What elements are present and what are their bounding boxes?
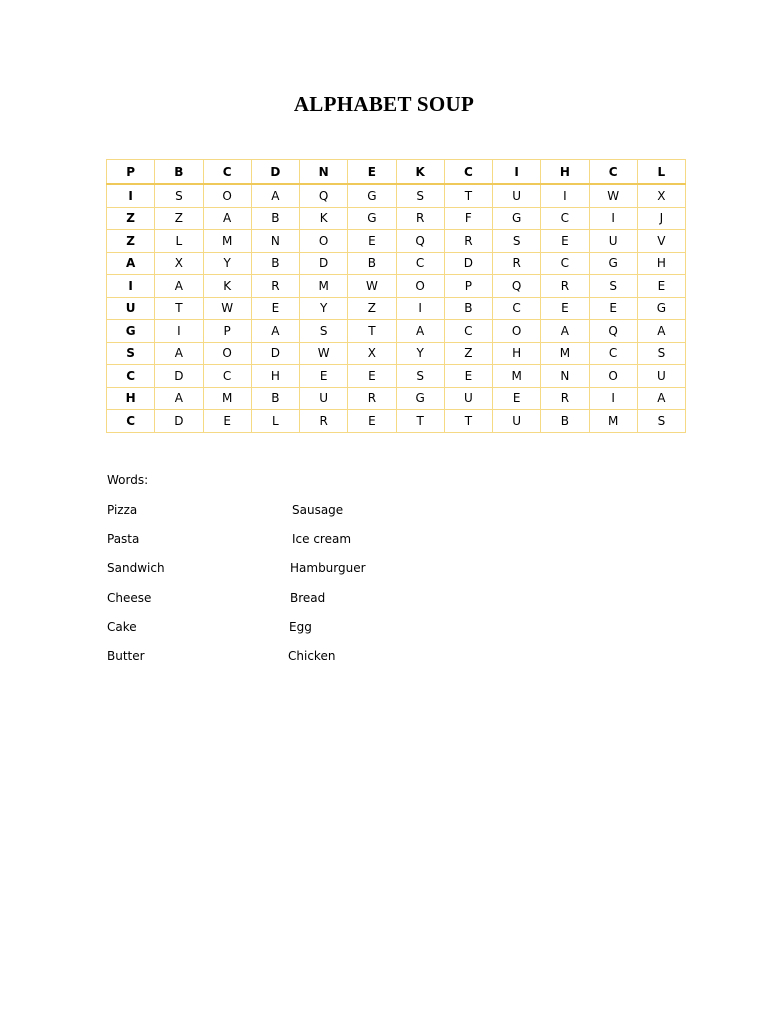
grid-cell: T (396, 410, 444, 433)
grid-cell: I (396, 297, 444, 320)
grid-cell: L (155, 230, 203, 253)
word-item: Pizza (107, 503, 138, 517)
grid-cell: E (637, 275, 685, 298)
grid-cell: C (541, 207, 589, 230)
grid-cell: I (107, 275, 155, 298)
grid-cell: K (203, 275, 251, 298)
grid-cell: I (493, 160, 541, 185)
grid-cell: C (589, 160, 637, 185)
grid-cell: O (396, 275, 444, 298)
grid-cell: L (251, 410, 299, 433)
grid-row (107, 387, 686, 410)
grid-cell: M (493, 365, 541, 388)
grid-cell: A (541, 320, 589, 343)
grid-cell: S (396, 184, 444, 207)
grid-row (107, 160, 686, 185)
grid-cell: M (300, 275, 348, 298)
letter-grid (106, 159, 686, 433)
grid-cell: G (589, 252, 637, 275)
grid-cell: A (396, 320, 444, 343)
word-item: Hamburguer (290, 561, 366, 575)
grid-cell: B (251, 207, 299, 230)
grid-cell: B (444, 297, 492, 320)
grid-cell: Y (203, 252, 251, 275)
grid-cell: E (348, 230, 396, 253)
grid-cell: B (155, 160, 203, 185)
grid-cell: P (444, 275, 492, 298)
grid-row (107, 410, 686, 433)
grid-cell: Q (493, 275, 541, 298)
grid-cell: E (348, 365, 396, 388)
grid-cell: D (251, 160, 299, 185)
grid-cell: D (155, 365, 203, 388)
grid-cell: C (203, 160, 251, 185)
word-item: Pasta (107, 532, 140, 546)
grid-cell: R (300, 410, 348, 433)
grid-cell: R (493, 252, 541, 275)
grid-cell: S (589, 275, 637, 298)
grid-cell: O (300, 230, 348, 253)
grid-cell: O (589, 365, 637, 388)
grid-cell: I (589, 207, 637, 230)
grid-cell: U (637, 365, 685, 388)
grid-cell: I (541, 184, 589, 207)
grid-cell: A (155, 275, 203, 298)
grid-cell: M (589, 410, 637, 433)
grid-cell: T (348, 320, 396, 343)
grid-cell: I (107, 184, 155, 207)
grid-cell: R (348, 387, 396, 410)
grid-cell: H (107, 387, 155, 410)
grid-cell: M (203, 387, 251, 410)
grid-cell: Z (155, 207, 203, 230)
grid-cell: K (300, 207, 348, 230)
word-item: Sandwich (107, 561, 165, 575)
grid-cell: X (348, 342, 396, 365)
grid-cell: A (107, 252, 155, 275)
grid-cell: H (251, 365, 299, 388)
word-item: Egg (289, 620, 312, 634)
grid-cell: E (348, 160, 396, 185)
grid-cell: E (444, 365, 492, 388)
grid-cell: B (251, 252, 299, 275)
grid-row (107, 275, 686, 298)
grid-cell: O (203, 184, 251, 207)
grid-cell: G (348, 207, 396, 230)
grid-cell: S (396, 365, 444, 388)
grid-cell: G (107, 320, 155, 343)
grid-cell: X (637, 184, 685, 207)
grid-cell: S (107, 342, 155, 365)
grid-cell: C (396, 252, 444, 275)
grid-cell: I (589, 387, 637, 410)
grid-cell: C (203, 365, 251, 388)
grid-cell: R (444, 230, 492, 253)
grid-cell: L (637, 160, 685, 185)
grid-row (107, 184, 686, 207)
grid-row (107, 230, 686, 253)
grid-cell: X (155, 252, 203, 275)
grid-cell: D (155, 410, 203, 433)
grid-cell: P (203, 320, 251, 343)
grid-cell: E (541, 230, 589, 253)
grid-cell: B (348, 252, 396, 275)
grid-cell: E (300, 365, 348, 388)
grid-cell: D (251, 342, 299, 365)
grid-cell: K (396, 160, 444, 185)
grid-cell: D (300, 252, 348, 275)
grid-cell: B (251, 387, 299, 410)
grid-cell: G (493, 207, 541, 230)
grid-row (107, 252, 686, 275)
grid-cell: O (493, 320, 541, 343)
grid-cell: Z (348, 297, 396, 320)
grid-cell: T (155, 297, 203, 320)
grid-cell: H (541, 160, 589, 185)
grid-cell: J (637, 207, 685, 230)
word-item: Ice cream (292, 532, 352, 546)
grid-cell: Z (107, 207, 155, 230)
grid-cell: M (541, 342, 589, 365)
grid-row (107, 365, 686, 388)
grid-cell: H (637, 252, 685, 275)
grid-cell: W (348, 275, 396, 298)
grid-cell: S (155, 184, 203, 207)
grid-cell: S (637, 410, 685, 433)
word-item: Butter (107, 649, 145, 663)
grid-cell: Z (107, 230, 155, 253)
grid-cell: C (493, 297, 541, 320)
grid-cell: C (107, 365, 155, 388)
grid-row (107, 342, 686, 365)
grid-cell: H (493, 342, 541, 365)
grid-cell: Z (444, 342, 492, 365)
grid-cell: C (541, 252, 589, 275)
page-title: ALPHABET SOUP (293, 92, 475, 116)
grid-cell: C (589, 342, 637, 365)
grid-cell: U (493, 184, 541, 207)
word-item: Cake (107, 620, 137, 634)
grid-cell: S (300, 320, 348, 343)
grid-cell: C (444, 320, 492, 343)
grid-cell: P (107, 160, 155, 185)
grid-cell: S (637, 342, 685, 365)
grid-cell: G (396, 387, 444, 410)
grid-cell: E (348, 410, 396, 433)
grid-cell: U (107, 297, 155, 320)
grid-cell: O (203, 342, 251, 365)
grid-cell: R (541, 275, 589, 298)
grid-cell: R (251, 275, 299, 298)
grid-cell: Q (396, 230, 444, 253)
grid-cell: A (155, 387, 203, 410)
grid-cell: U (589, 230, 637, 253)
grid-row (107, 297, 686, 320)
grid-cell: Y (300, 297, 348, 320)
grid-cell: T (444, 410, 492, 433)
grid-cell: A (203, 207, 251, 230)
grid-cell: C (107, 410, 155, 433)
grid-cell: G (348, 184, 396, 207)
grid-cell: V (637, 230, 685, 253)
grid-cell: W (300, 342, 348, 365)
grid-cell: I (155, 320, 203, 343)
grid-cell: S (493, 230, 541, 253)
grid-cell: N (251, 230, 299, 253)
word-item: Chicken (288, 649, 336, 663)
grid-cell: W (203, 297, 251, 320)
grid-cell: G (637, 297, 685, 320)
grid-cell: E (493, 387, 541, 410)
grid-cell: W (589, 184, 637, 207)
grid-cell: E (251, 297, 299, 320)
grid-cell: E (203, 410, 251, 433)
grid-cell: N (541, 365, 589, 388)
grid-cell: E (541, 297, 589, 320)
grid-cell: F (444, 207, 492, 230)
grid-cell: C (444, 160, 492, 185)
word-item: Sausage (292, 503, 344, 517)
grid-cell: B (541, 410, 589, 433)
grid-cell: A (637, 320, 685, 343)
grid-cell: Y (396, 342, 444, 365)
grid-cell: A (251, 184, 299, 207)
grid-cell: A (637, 387, 685, 410)
grid-cell: R (541, 387, 589, 410)
grid-cell: U (300, 387, 348, 410)
grid-cell: Q (589, 320, 637, 343)
grid-cell: M (203, 230, 251, 253)
grid-cell: N (300, 160, 348, 185)
word-item: Bread (290, 591, 326, 605)
grid-cell: R (396, 207, 444, 230)
grid-cell: Q (300, 184, 348, 207)
grid-row (107, 207, 686, 230)
grid-cell: U (493, 410, 541, 433)
grid-cell: T (444, 184, 492, 207)
grid-cell: A (251, 320, 299, 343)
grid-cell: D (444, 252, 492, 275)
grid-cell: A (155, 342, 203, 365)
grid-cell: E (589, 297, 637, 320)
words-heading: Words: (107, 473, 149, 487)
grid-cell: U (444, 387, 492, 410)
word-item: Cheese (107, 591, 152, 605)
grid-row (107, 320, 686, 343)
